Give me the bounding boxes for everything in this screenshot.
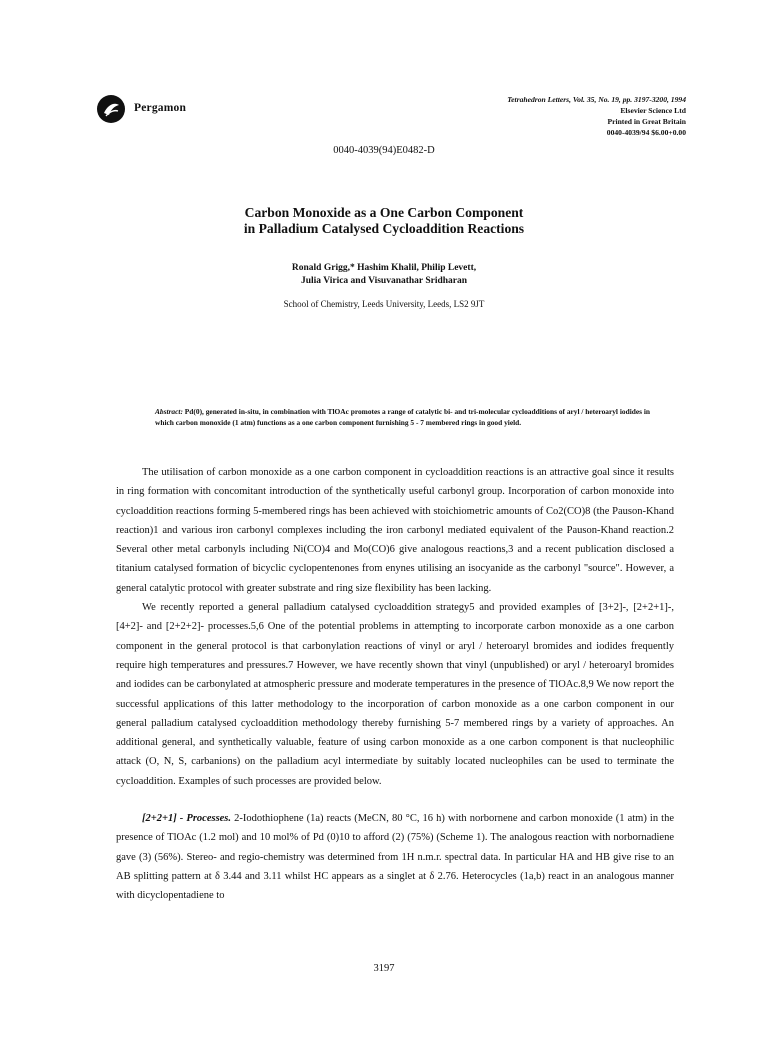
paragraph-2: We recently reported a general palladium catalysed cycloaddition strategy5 and provided examples of [3+2]-, [2+2+1]-, [4+2]- and [2+2+2]- processes.5,6 One of the potential problems in attempting to incorporate carbon monoxide as a one carbon component in the general protocol is that carbonylation reactions of vinyl or aryl / heteroaryl bromides and iodides frequently require high temperatures and pressures.7 However, we have recently shown that vinyl (unpublished) or aryl / heteroaryl bromides and iodides can be carbonylated at atmospheric pressure and moderate temperatures in the presence of TlOAc.8,9 We now report the successful applications of this latter methodology to the incorporation of carbon monoxide as a one carbon component in our general palladium catalysed cycloaddition methodology thereby furnishing 5-7 membered rings by a variety of approaches. An additional general, and synthetically valuable, feature of using carbon monoxide as a one carbon component is that nucleophilic attack (O, N, S, carbanions) on the palladium acyl intermediate by suitably located nucleophiles can be used to terminate the cycloaddition. Examples of such processes are provided below. <box>116 602 674 787</box>
author-list <box>0 262 768 288</box>
affiliation: School of Chemistry, Leeds University, Leeds, LS2 9JT <box>283 299 485 309</box>
title-line-2: in Palladium Catalysed Cycloaddition Reactions <box>243 221 525 236</box>
body-text <box>116 463 674 906</box>
printed-line: Printed in Great Britain <box>607 117 686 126</box>
page-number: 3197 <box>373 963 395 974</box>
journal-citation: Tetrahedron Letters, Vol. 35, No. 19, pp. 3197-3200, 1994 <box>507 95 686 104</box>
doi-code: 0040-4039(94)E0482-D <box>333 145 435 156</box>
paragraph-3-text: 2-Iodothiophene (1a) reacts (MeCN, 80 °C, 16 h) with norbornene and carbon monoxide (1 atm) in the presence of TlOAc (1.2 mol) and 10 mol% of Pd (0)10 to afford (2) (75%) (Scheme 1). The analogous reaction with norbornadiene gave (3) (56%). Stereo- and regio-chemistry was determined from 1H n.m.r. spectral data. In particular HA and HB give rise to an AB splitting pattern at δ 3.44 and 3.11 whilst HC appears as a singlet at δ 2.76. Heterocycles (1a,b) react in an analogous manner with dicyclopentadiene to <box>116 813 675 902</box>
publisher-line: Elsevier Science Ltd <box>620 106 686 115</box>
section-heading: [2+2+1] - Processes. <box>142 813 232 825</box>
abstract-text: Pd(0), generated in-situ, in combination with TlOAc promotes a range of catalytic bi- and tri-molecular cycloadditions of aryl / heteroaryl iodides in which carbon monoxide (1 atm) functions as a one carbon component furnishing 5 - 7 membered rings in good yield. <box>155 407 651 427</box>
publisher-name: Pergamon <box>134 102 187 114</box>
abstract <box>155 407 665 428</box>
citation-block <box>507 94 686 138</box>
publisher-logo-icon <box>96 94 126 124</box>
paragraph-3 <box>116 809 674 905</box>
authors-line-1: Ronald Grigg,* Hashim Khalil, Philip Levett, <box>291 263 477 273</box>
title-line-1: Carbon Monoxide as a One Carbon Component <box>244 205 524 220</box>
paragraph-1: The utilisation of carbon monoxide as a one carbon component in cycloaddition reactions is an attractive goal since it results in ring formation with concomitant introduction of the synthetically useful carbonyl group. Incorporation of carbon monoxide into cycloaddition reactions forming 5-membered rings has been achieved with stoichiometric amounts of Co2(CO)8 (the Pauson-Khand reaction)1 and various iron carbonyl complexes including the iron carbonyl mediated equivalent of the Pauson-Khand reaction.2 Several other metal carbonyls including Ni(CO)4 and Mo(CO)6 give analogous reactions,3 and a recent publication disclosed a titanium catalysed formation of bicyclic cyclopentenones from enynes utilising an isocyanide as the carbonyl "source". However, a general catalytic protocol with greater substrate and ring size flexibility has been lacking. <box>116 467 674 594</box>
abstract-label: Abstract: <box>155 407 183 416</box>
paper-title <box>0 205 768 237</box>
authors-line-2: Julia Virica and Visuvanathar Sridharan <box>300 276 468 286</box>
price-code: 0040-4039/94 $6.00+0.00 <box>606 128 686 137</box>
